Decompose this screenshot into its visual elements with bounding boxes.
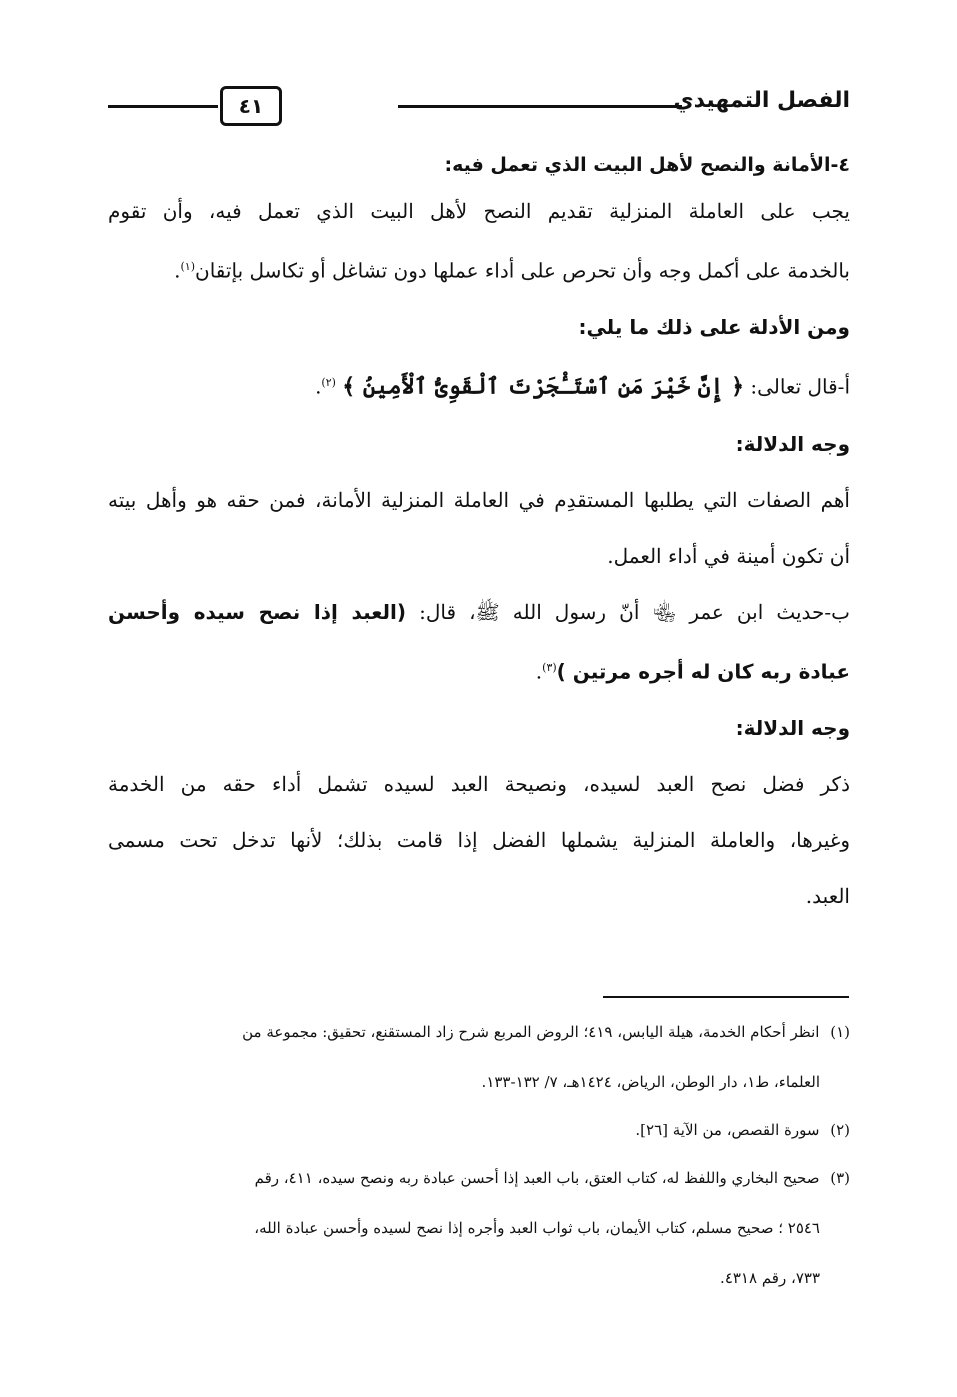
running-header xyxy=(108,86,850,126)
footnote-1-line-1: انظر أحكام الخدمة، هيلة اليابس، ٤١٩؛ الروض المربع شرح زاد المستقنع، تحقيق: مجموعة من xyxy=(242,1023,820,1041)
footnote-divider xyxy=(603,996,849,998)
intro-line-1: يجب على العاملة المنزلية تقديم النصح لأهل البيت الذي تعمل فيه، وأن تقوم xyxy=(108,199,850,223)
hadith-text-2: عبادة ربه كان له أجره مرتين ) xyxy=(556,659,850,684)
section-heading: ٤-الأمانة والنصح لأهل البيت الذي تعمل فيه: xyxy=(444,154,850,176)
footnote-ref-3: (٣) xyxy=(542,661,557,675)
evidence-b-exp-line-3: العبد. xyxy=(805,883,850,908)
header-rule-left xyxy=(108,105,218,108)
footnote-2 xyxy=(108,1118,850,1142)
intro-line-2-text: بالخدمة على أكمل وجه وأن تحرص على أداء عملها دون تشاغل أو تكاسل بإتقان xyxy=(195,258,850,283)
footnote-1 xyxy=(108,1020,850,1094)
evidence-a-label: وجه الدلالة: xyxy=(735,432,850,457)
evidence-b-label: وجه الدلالة: xyxy=(735,715,850,740)
evidence-a: أ-قال تعالى: ﴿ إِنَّ خَيْرَ مَنِ ٱسْتَـْٔجَرْتَ ٱلْقَوِىُّ ٱلْأَمِينُ ﴾ $^{(٢)}$. xyxy=(315,373,850,400)
evidence-a-explanation xyxy=(108,485,850,571)
intro-paragraph xyxy=(108,196,850,286)
page-number-badge xyxy=(220,86,282,126)
main-text xyxy=(108,150,850,937)
footnote-3-line-2: ٢٥٤٦ ؛ صحيح مسلم، كتاب الأيمان، باب ثواب العبد وأجره إذا نصح لسيده وأحسن عبادة الله، xyxy=(254,1219,820,1237)
chapter-title: الفصل التمهيدي xyxy=(673,88,850,113)
footnote-2-number: (٢) xyxy=(830,1121,850,1139)
evidence-intro: ومن الأدلة على ذلك ما يلي: xyxy=(578,314,850,339)
evidence-b-exp-line-2: وغيرها، والعاملة المنزلية يشملها الفضل إذا قامت بذلك؛ لأنها تدخل تحت مسمى xyxy=(108,827,850,852)
evidence-a-exp-line-1: أهم الصفات التي يطلبها المستقدِم في العاملة المنزلية الأمانة، فمن حقه هو وأهل بيته xyxy=(108,488,850,513)
header-rule-right xyxy=(398,105,682,108)
hadith-text-1: (العبد إذا نصح سيده وأحسن xyxy=(108,600,407,625)
evidence-a-prefix: أ-قال تعالى: xyxy=(750,374,850,399)
evidence-b-line-1 xyxy=(108,597,850,627)
evidence-b-explanation xyxy=(108,769,850,911)
footnote-ref-2: (٢) xyxy=(321,375,336,389)
evidence-b-exp-line-1: ذكر فضل نصح العبد لسيده، ونصيحة العبد لسيده تشمل أداء حقه من الخدمة xyxy=(108,771,850,796)
footnote-3-number: (٣) xyxy=(830,1169,850,1187)
footnote-3-line-3: ٧٣٣، رقم ٤٣١٨. xyxy=(720,1269,820,1287)
evidence-b-prefix: ب-حديث ابن عمر ﵄ أنّ رسول الله ﷺ، قال: xyxy=(419,600,850,625)
intro-line-2: بالخدمة على أكمل وجه وأن تحرص على أداء عملها دون تشاغل أو تكاسل بإتقان$^{(١)}$. xyxy=(174,258,850,283)
footnote-2-line-1: سورة القصص، من الآية [٢٦]. xyxy=(635,1121,820,1139)
footnote-3-line-1: صحيح البخاري واللفظ له، كتاب العتق، باب العبد إذا أحسن عبادة ربه ونصح سيده، ٤١١، رقم xyxy=(254,1169,820,1187)
footnotes xyxy=(108,1020,850,1314)
footnote-ref-1: (١) xyxy=(180,260,196,273)
evidence-a-exp-line-2: أن تكون أمينة في أداء العمل. xyxy=(607,544,850,569)
quran-verse: ﴿ إِنَّ خَيْرَ مَنِ ٱسْتَـْٔجَرْتَ ٱلْقَوِىُّ ٱلْأَمِينُ ﴾ xyxy=(342,373,744,400)
evidence-b xyxy=(108,597,850,687)
footnote-3 xyxy=(108,1166,850,1290)
footnote-1-line-2: العلماء، ط١، دار الوطن، الرياض، ١٤٢٤هـ، ٧/ ١٣٢-١٣٣. xyxy=(481,1073,820,1091)
footnote-1-number: (١) xyxy=(830,1023,850,1041)
evidence-b-line-2: عبادة ربه كان له أجره مرتين )$^{(٣)}$. xyxy=(535,659,850,684)
page-number: ٤١ xyxy=(238,94,264,118)
